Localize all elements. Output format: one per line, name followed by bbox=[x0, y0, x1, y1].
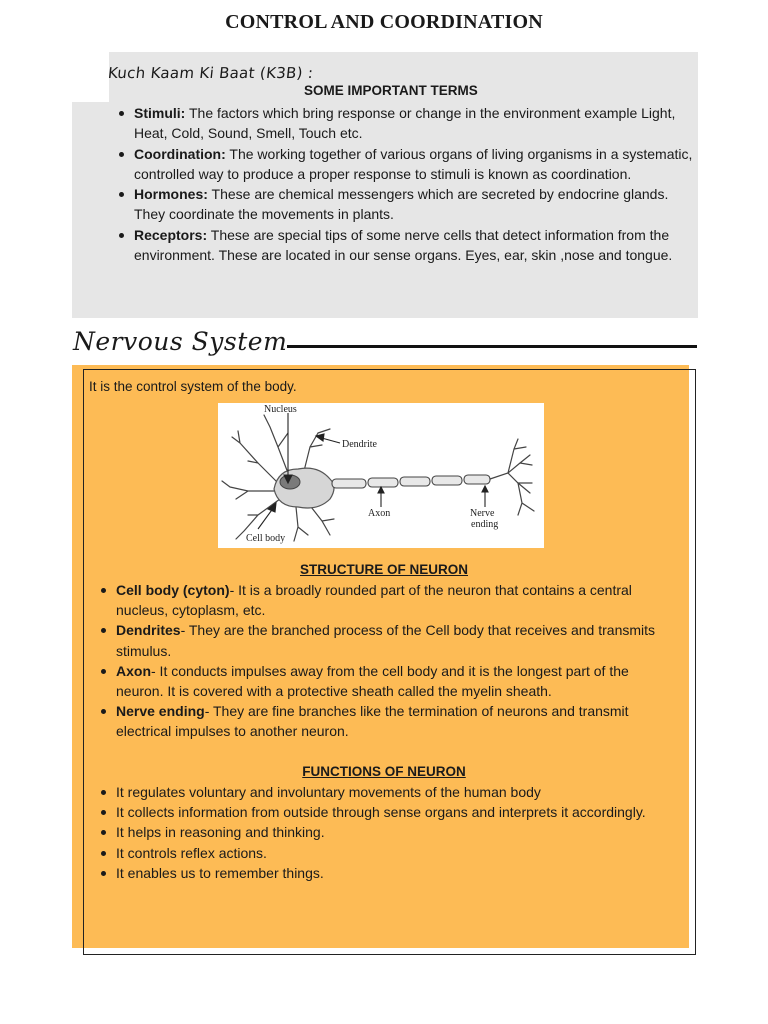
functions-heading: FUNCTIONS OF NEURON bbox=[302, 764, 466, 779]
term-text: The working together of various organs of living organisms in a systematic, controlled way to produce a proper response to stimuli is known as coordination. bbox=[134, 145, 693, 182]
structure-term: Cell body (cyton) bbox=[116, 582, 230, 598]
function-item: It collects information from outside through sense organs and interprets it accordingly. bbox=[116, 802, 676, 822]
label-dendrite: Dendrite bbox=[342, 439, 377, 450]
structure-term: Dendrites bbox=[116, 622, 181, 639]
structure-list bbox=[116, 580, 676, 742]
structure-item-cell-body bbox=[116, 580, 676, 620]
term-item-receptors bbox=[134, 225, 694, 266]
term-item-coordination bbox=[134, 144, 694, 185]
structure-text: - It conducts impulses away from the cell body and it is the longest part of the neuron. It is covered with a protective sheath called the myelin sheath. bbox=[116, 662, 629, 700]
term-label: Hormones: bbox=[134, 186, 208, 203]
cell-body-shape bbox=[274, 468, 334, 508]
structure-item-axon bbox=[116, 661, 676, 701]
k3b-tag: Kuch Kaam Ki Baat (K3B) : bbox=[107, 64, 315, 82]
term-label: Coordination: bbox=[134, 145, 226, 162]
nervous-system-intro: It is the control system of the body. bbox=[89, 379, 297, 394]
term-text: These are chemical messengers which are secreted by endocrine glands. They coordinate the movements in plants. bbox=[134, 186, 669, 223]
terms-box-notch bbox=[72, 52, 109, 102]
terms-heading: SOME IMPORTANT TERMS bbox=[304, 83, 478, 98]
structure-item-dendrites bbox=[116, 620, 676, 660]
term-label: Stimuli: bbox=[134, 105, 186, 121]
structure-text: - They are the branched process of the Cell body that receives and transmits stimulus. bbox=[116, 622, 656, 659]
term-item-hormones bbox=[134, 184, 694, 225]
label-nerve-ending-2: ending bbox=[471, 519, 499, 530]
term-item-stimuli bbox=[134, 103, 694, 144]
structure-text: - They are fine branches like the termination of neurons and transmit electrical impulses to another neuron. bbox=[116, 703, 629, 740]
neuron-diagram bbox=[218, 403, 544, 548]
label-nerve-ending-1: Nerve bbox=[470, 508, 495, 519]
function-item: It controls reflex actions. bbox=[116, 843, 676, 863]
label-cell-body: Cell body bbox=[246, 533, 286, 544]
page-title: CONTROL AND COORDINATION bbox=[225, 11, 543, 33]
functions-list bbox=[116, 782, 676, 883]
term-text: The factors which bring response or change in the environment example Light, Heat, Cold, Sound, Smell, Touch etc. bbox=[134, 105, 676, 142]
structure-item-nerve-ending bbox=[116, 701, 676, 741]
label-nucleus: Nucleus bbox=[264, 404, 297, 415]
function-item: It regulates voluntary and involuntary movements of the human body bbox=[116, 782, 676, 802]
structure-text: - It is a broadly rounded part of the neuron that contains a central nucleus, cytoplasm, etc. bbox=[116, 582, 632, 619]
term-text: These are special tips of some nerve cells that detect information from the environment. These are located in our sense organs. Eyes, ear, skin ,nose and tongue. bbox=[134, 226, 673, 264]
function-item: It enables us to remember things. bbox=[116, 863, 676, 883]
function-item: It helps in reasoning and thinking. bbox=[116, 822, 676, 842]
terms-list bbox=[134, 103, 694, 265]
heading-rule bbox=[287, 345, 697, 348]
structure-term: Nerve ending bbox=[116, 703, 205, 720]
nervous-system-heading: Nervous System bbox=[73, 327, 288, 356]
structure-term: Axon bbox=[116, 662, 151, 679]
term-label: Receptors: bbox=[134, 226, 208, 243]
structure-heading: STRUCTURE OF NEURON bbox=[300, 562, 468, 577]
label-axon: Axon bbox=[368, 508, 391, 519]
